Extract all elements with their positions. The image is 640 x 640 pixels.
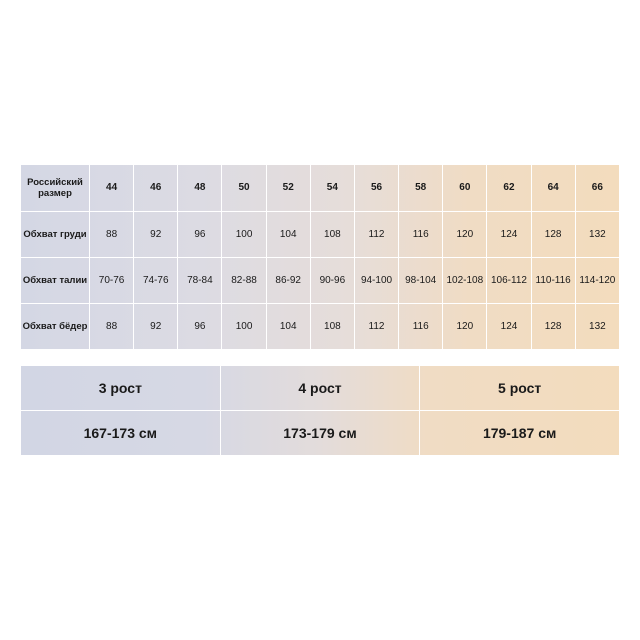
- chest-cell: 120: [443, 212, 487, 258]
- hips-cell: 116: [399, 304, 443, 350]
- height-header-row: [21, 366, 620, 411]
- waist-cell: 102-108: [443, 258, 487, 304]
- size-cell: 60: [443, 165, 487, 212]
- table-row-hips: [21, 304, 620, 350]
- size-table: [20, 164, 620, 350]
- size-cell: 50: [222, 165, 266, 212]
- row-header-waist: Обхват талии: [21, 258, 90, 304]
- chest-cell: 112: [354, 212, 398, 258]
- size-cell: 54: [310, 165, 354, 212]
- size-cell: 44: [90, 165, 134, 212]
- chest-cell: 100: [222, 212, 266, 258]
- waist-cell: 106-112: [487, 258, 531, 304]
- size-cell: 56: [354, 165, 398, 212]
- chest-cell: 96: [178, 212, 222, 258]
- waist-cell: 94-100: [354, 258, 398, 304]
- table-row-waist: [21, 258, 620, 304]
- height-value-3: 167-173 см: [21, 411, 221, 456]
- table-row-chest: [21, 212, 620, 258]
- chest-cell: 132: [575, 212, 619, 258]
- hips-cell: 128: [531, 304, 575, 350]
- size-cell: 52: [266, 165, 310, 212]
- height-header-3: 3 рост: [21, 366, 221, 411]
- hips-cell: 92: [134, 304, 178, 350]
- chest-cell: 116: [399, 212, 443, 258]
- waist-cell: 114-120: [575, 258, 619, 304]
- chest-cell: 128: [531, 212, 575, 258]
- chest-cell: 108: [310, 212, 354, 258]
- waist-cell: 74-76: [134, 258, 178, 304]
- waist-cell: 110-116: [531, 258, 575, 304]
- waist-cell: 98-104: [399, 258, 443, 304]
- waist-cell: 70-76: [90, 258, 134, 304]
- row-header-russian-size: Российский размер: [21, 165, 90, 212]
- hips-cell: 108: [310, 304, 354, 350]
- row-header-chest: Обхват груди: [21, 212, 90, 258]
- chest-cell: 124: [487, 212, 531, 258]
- size-cell: 46: [134, 165, 178, 212]
- hips-cell: 88: [90, 304, 134, 350]
- table-row-russian-size: [21, 165, 620, 212]
- waist-cell: 82-88: [222, 258, 266, 304]
- size-cell: 64: [531, 165, 575, 212]
- height-value-row: [21, 411, 620, 456]
- height-value-5: 179-187 см: [420, 411, 620, 456]
- row-header-hips: Обхват бёдер: [21, 304, 90, 350]
- hips-cell: 104: [266, 304, 310, 350]
- size-cell: 48: [178, 165, 222, 212]
- height-table: [20, 365, 620, 456]
- size-cell: 66: [575, 165, 619, 212]
- hips-cell: 132: [575, 304, 619, 350]
- size-cell: 58: [399, 165, 443, 212]
- waist-cell: 86-92: [266, 258, 310, 304]
- size-cell: 62: [487, 165, 531, 212]
- hips-cell: 100: [222, 304, 266, 350]
- hips-cell: 124: [487, 304, 531, 350]
- chest-cell: 92: [134, 212, 178, 258]
- waist-cell: 78-84: [178, 258, 222, 304]
- height-value-4: 173-179 см: [220, 411, 420, 456]
- hips-cell: 112: [354, 304, 398, 350]
- hips-cell: 120: [443, 304, 487, 350]
- height-header-4: 4 рост: [220, 366, 420, 411]
- chest-cell: 88: [90, 212, 134, 258]
- chest-cell: 104: [266, 212, 310, 258]
- waist-cell: 90-96: [310, 258, 354, 304]
- height-header-5: 5 рост: [420, 366, 620, 411]
- hips-cell: 96: [178, 304, 222, 350]
